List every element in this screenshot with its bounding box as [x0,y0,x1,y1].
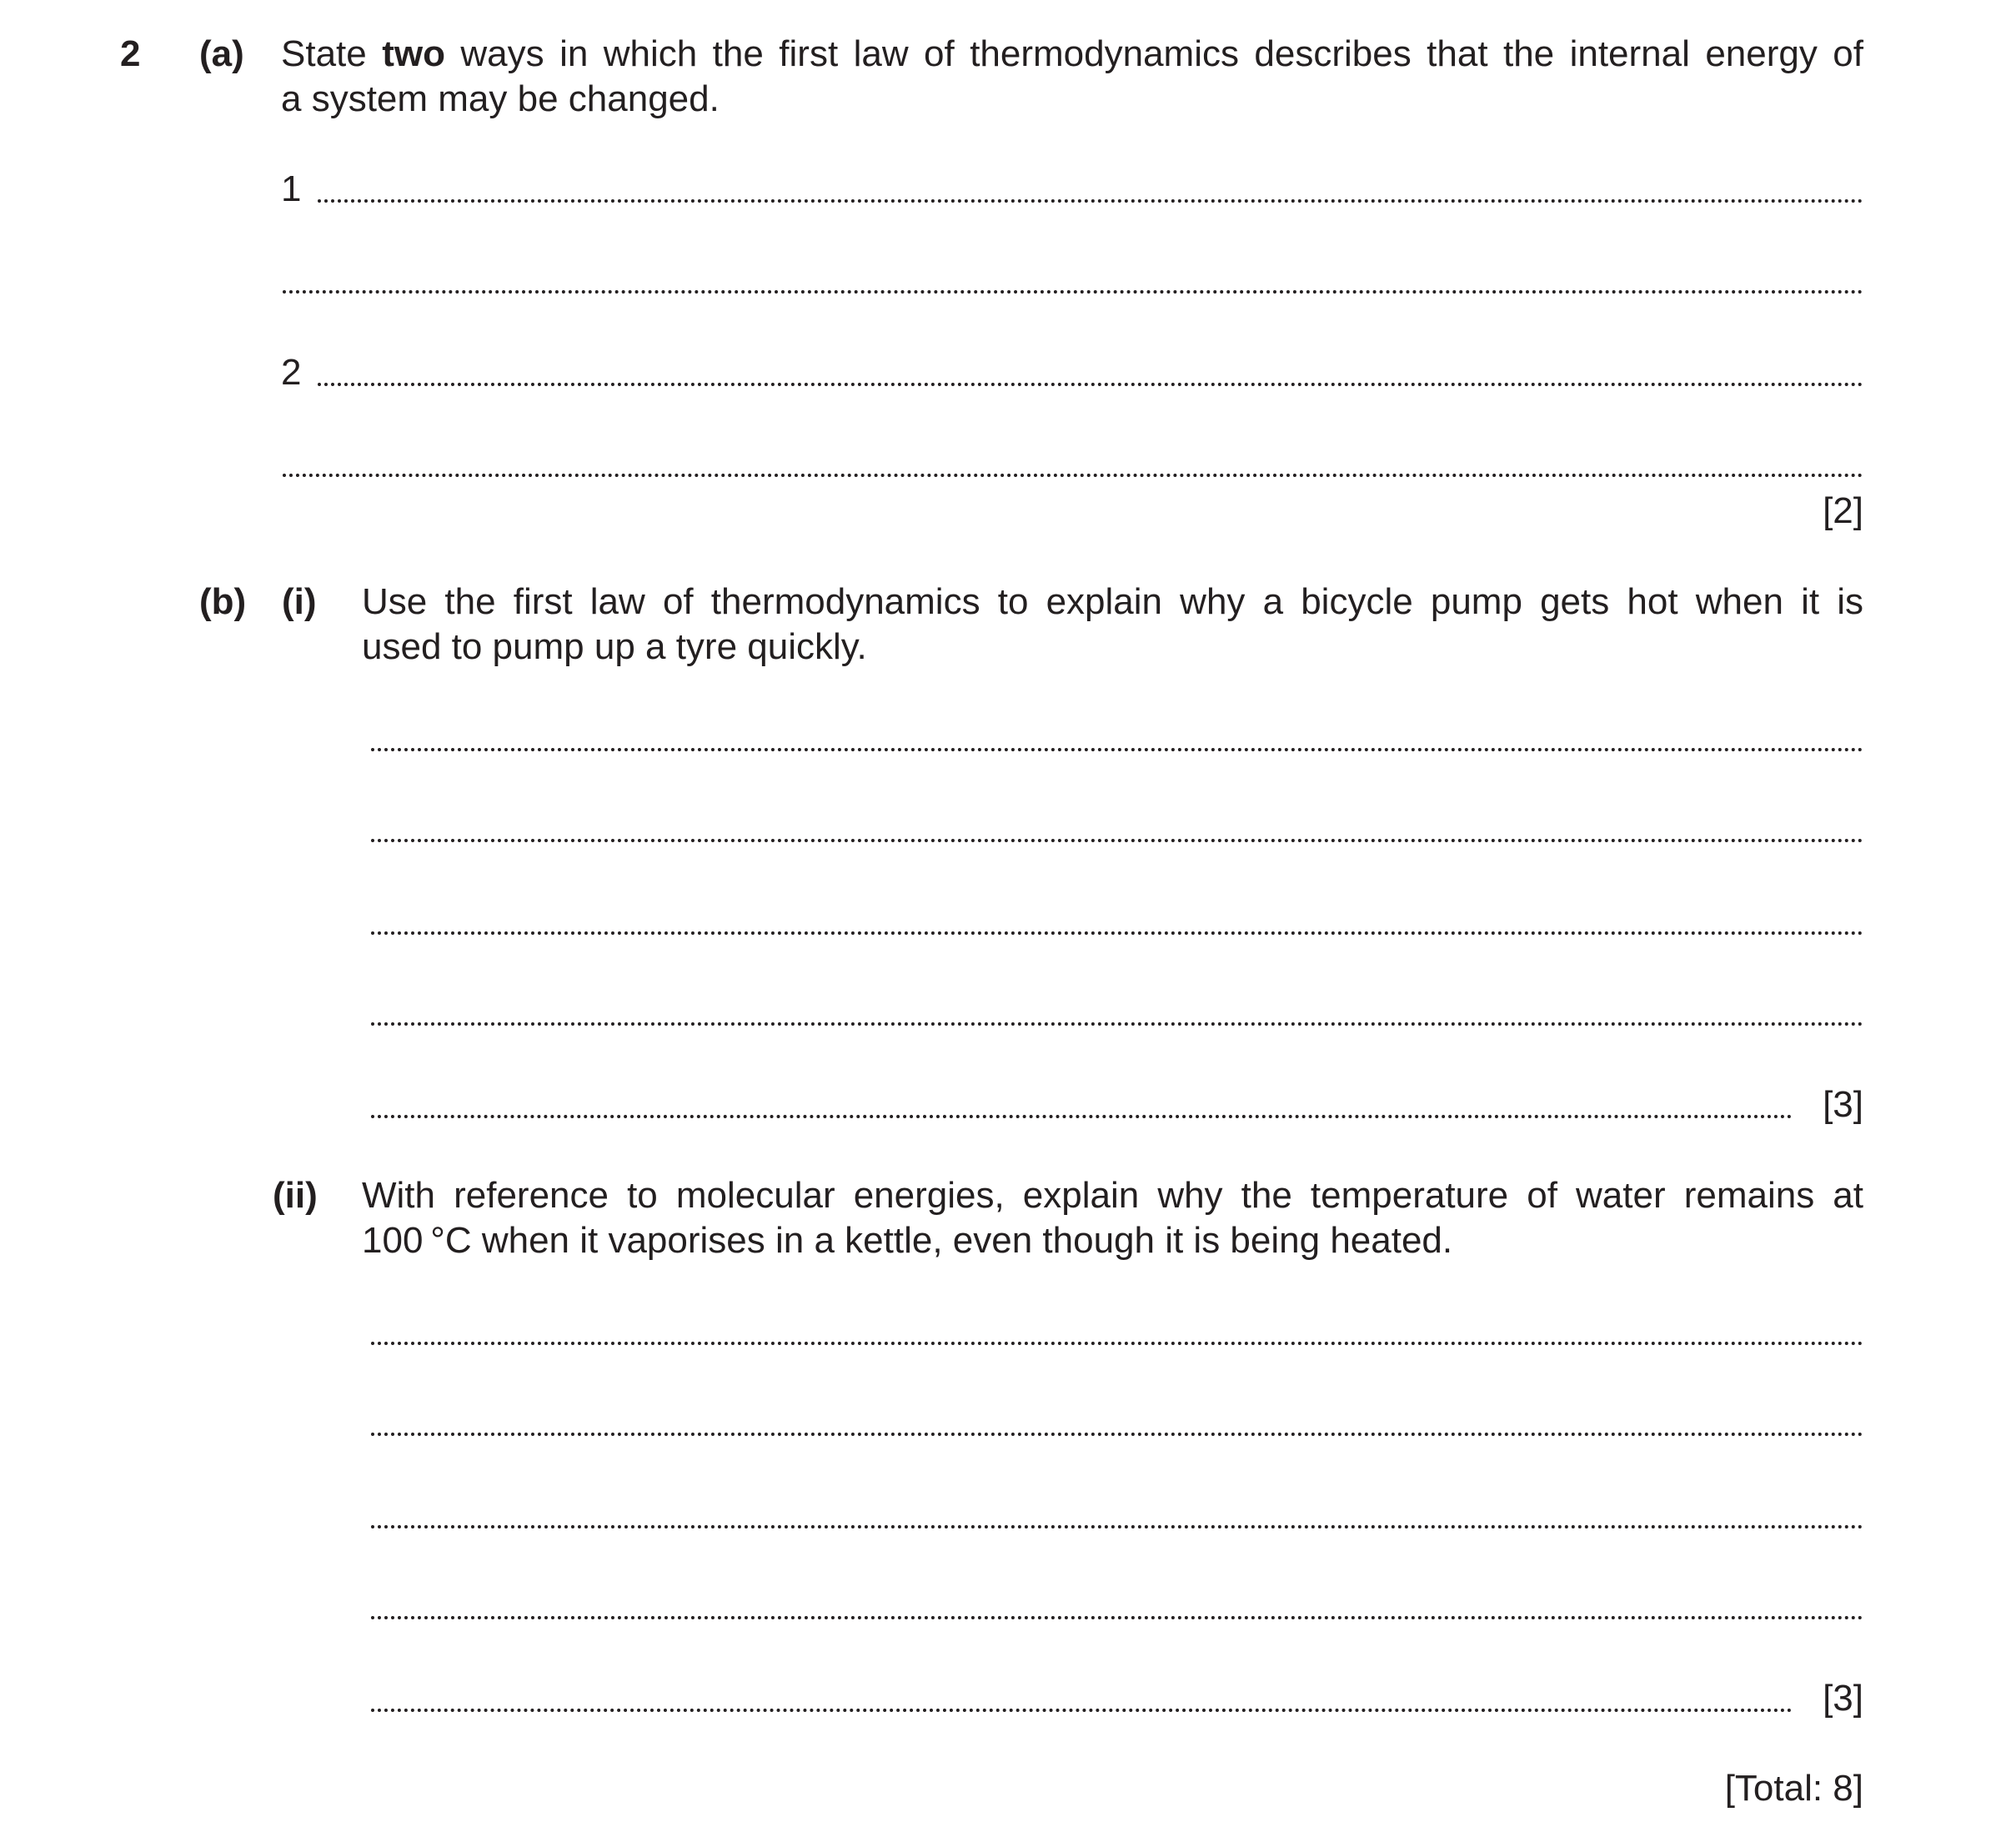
part-b-ii-label: (ii) [273,1175,318,1216]
part-b-i-label: (i) [282,581,317,622]
part-a-marks: [2] [1823,490,1863,531]
answer-line[interactable] [318,199,1863,203]
question-number: 2 [120,33,141,74]
answer-line[interactable] [283,290,1863,294]
part-b-i-marks: [3] [1823,1084,1863,1125]
answer-line[interactable] [371,839,1863,842]
answer-line[interactable] [371,1433,1863,1436]
part-a-stem-bold: two [382,33,445,74]
answer-line[interactable] [371,1525,1863,1528]
part-b-ii-stem-line1: With reference to molecular energies, explain why the temperature of water remains at [362,1175,1863,1216]
part-a-label: (a) [199,33,244,74]
answer-line[interactable] [371,1342,1863,1345]
answer-line[interactable] [371,1115,1793,1118]
part-b-label: (b) [199,581,247,622]
total-marks: [Total: 8] [1724,1768,1863,1809]
part-a-stem [281,32,1863,77]
answer-line[interactable] [371,1709,1793,1712]
answer-line[interactable] [371,748,1863,751]
answer-line[interactable] [318,383,1863,386]
part-a-stem-post: ways in which the first law of thermodynamics describes that the internal energy of [444,33,1864,74]
answer-line[interactable] [371,1616,1863,1619]
part-b-ii-stem-line2: 100 °C when it vaporises in a kettle, even though it is being heated. [362,1220,1453,1261]
answer-line[interactable] [371,1022,1863,1026]
part-a-stem-pre: State [281,33,383,74]
part-a-stem-line2: a system may be changed. [281,78,720,119]
answer-line[interactable] [371,931,1863,935]
part-b-ii-marks: [3] [1823,1678,1863,1719]
answer-item-2-label: 2 [281,352,302,393]
answer-line[interactable] [283,474,1863,477]
answer-item-1-label: 1 [281,168,302,209]
part-b-i-stem-line1: Use the first law of thermodynamics to explain why a bicycle pump gets hot when it is [362,581,1863,622]
part-b-i-stem-line2: used to pump up a tyre quickly. [362,626,867,667]
